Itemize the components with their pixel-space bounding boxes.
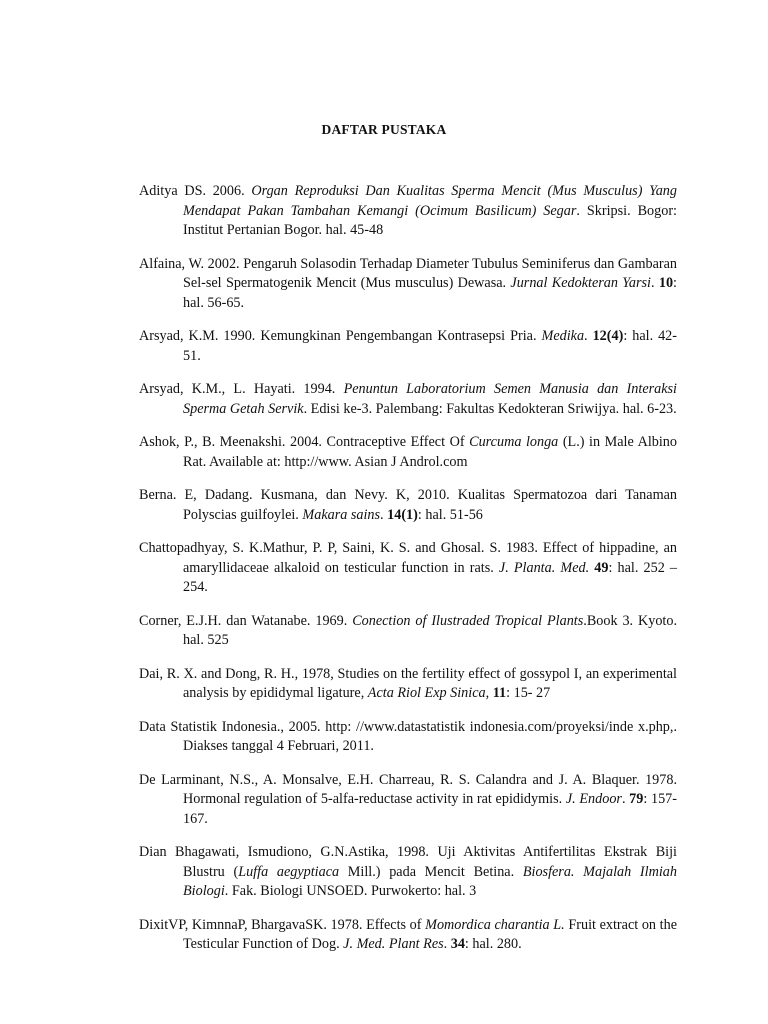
reference-text: Penuntun Laboratorium Semen Manusia dan Interaksi Sperma Getah Servik <box>183 381 677 417</box>
reference-text: : hal. 42-51. <box>183 328 678 364</box>
reference-entry <box>139 327 677 366</box>
reference-entry <box>139 380 677 419</box>
reference-text: 49 <box>594 559 609 576</box>
reference-text: Alfaina, W. 2002. Pengaruh Solasodin Terhadap Diameter Tubulus Seminiferus dan Gambaran Sel-sel Spermatogenik Mencit (Mus musculus) Dewasa. <box>139 255 677 291</box>
reference-entry <box>139 539 677 598</box>
reference-text: . <box>584 328 593 344</box>
reference-entry <box>139 433 677 472</box>
reference-text: (L.) in Male Albino Rat. Available at: http://www. Asian J Androl.com <box>183 434 677 470</box>
reference-text: Jurnal Kedokteran Yarsi <box>510 275 651 291</box>
reference-text: 79 <box>629 791 644 807</box>
reference-text: Corner, E.J.H. dan Watanabe. 1969. <box>139 612 353 629</box>
reference-text: : hal. 56-65. <box>183 275 677 311</box>
reference-text: Data Statistik Indonesia., 2005. http: //www.datastatistik indonesia.com/proyeksi/inde x.php,. Diakses tanggal 4 Februari, 2011. <box>139 718 677 754</box>
reference-text: Mill.) pada Mencit Betina. <box>339 863 523 880</box>
reference-text: Chattopadhyay, S. K.Mathur, P. P, Saini, K. S. and Ghosal. S. 1983. Effect of hippadine, an amaryllidaceae alkaloid on testicular function in rats. <box>139 540 677 576</box>
reference-text: Ashok, P., B. Meenakshi. 2004. Contraceptive Effect Of <box>139 434 470 450</box>
reference-text: Biosfera. Majalah Ilmiah Biologi <box>183 863 677 899</box>
reference-text: . Skripsi. Bogor: Institut Pertanian Bogor. hal. 45-48 <box>183 202 677 238</box>
reference-text: J. Planta. Med. <box>498 559 590 576</box>
reference-text: 10 <box>658 275 674 291</box>
reference-text: 14(1) <box>387 506 418 523</box>
reference-list <box>139 182 677 969</box>
reference-text: . <box>380 506 388 523</box>
reference-text: . Fak. Biologi UNSOED. Purwokerto: hal. 3 <box>224 883 477 899</box>
reference-text: 12(4) <box>592 328 624 344</box>
reference-text: Dian Bhagawati, Ismudiono, G.N.Astika, 1998. Uji Aktivitas Antifertilitas Ekstrak Biji Blustru ( <box>139 844 677 880</box>
reference-text: Momordica charantia L. <box>425 916 565 933</box>
reference-text: Berna. E, Dadang. Kusmana, dan Nevy. K, 2010. Kualitas Spermatozoa dari Tanaman Polyscias guilfoylei. <box>139 487 677 523</box>
reference-text: Conection of Ilustraded Tropical Plants <box>352 612 584 629</box>
reference-text: 11 <box>492 685 507 701</box>
reference-text: J. Endoor <box>565 791 622 807</box>
reference-text: : 157-167. <box>183 791 677 827</box>
reference-entry <box>139 255 677 314</box>
reference-text: .Book 3. Kyoto. hal. 525 <box>183 612 677 648</box>
reference-text: Acta Riol Exp Sinica <box>367 685 486 701</box>
reference-text: DixitVP, KimnnaP, BhargavaSK. 1978. Effects of <box>139 916 426 933</box>
reference-text: J. Med. Plant Res <box>343 936 444 952</box>
reference-text: Medika <box>541 328 585 344</box>
reference-text: Makara sains <box>302 506 381 523</box>
reference-text: Organ Reproduksi Dan Kualitas Sperma Mencit (Mus Musculus) Yang Mendapat Pakan Tambahan Kemangi (Ocimum Basilicum) Segar <box>183 183 677 219</box>
reference-entry <box>139 916 677 955</box>
reference-text: . <box>443 936 451 952</box>
reference-text: : hal. 280. <box>464 936 522 952</box>
page-title: DAFTAR PUSTAKA <box>321 122 447 137</box>
reference-entry <box>139 612 677 651</box>
reference-entry <box>139 182 677 241</box>
reference-text: . <box>621 791 630 807</box>
reference-text: Arsyad, K.M. 1990. Kemungkinan Pengembangan Kontrasepsi Pria. <box>139 328 542 344</box>
reference-text: : 15- 27 <box>506 685 551 701</box>
reference-text: Arsyad, K.M., L. Hayati. 1994. <box>139 381 344 397</box>
reference-text: Fruit extract on the Testicular Function of Dog. <box>183 916 677 952</box>
reference-entry <box>139 718 677 757</box>
reference-text: Aditya DS. 2006. <box>139 183 252 199</box>
reference-text: De Larminant, N.S., A. Monsalve, E.H. Charreau, R. S. Calandra and J. A. Blaquer. 1978. Hormonal regulation of 5-alfa-reductase activity in rat epididymis. <box>139 771 677 807</box>
reference-entry <box>139 771 677 830</box>
reference-text: , <box>485 685 493 701</box>
reference-text: : hal. 51-56 <box>417 506 483 523</box>
reference-entry <box>139 843 677 902</box>
reference-text: Dai, R. X. and Dong, R. H., 1978, Studies on the fertility effect of gossypol I, an experimental analysis by epididymal ligature, <box>139 665 677 701</box>
reference-text: Curcuma longa <box>469 434 559 450</box>
reference-text: . Edisi ke-3. Palembang: Fakultas Kedokteran Sriwijya. hal. 6-23. <box>303 400 677 417</box>
reference-text: Luffa aegyptiaca <box>238 863 340 880</box>
reference-entry <box>139 665 677 704</box>
reference-text: 34 <box>450 936 465 952</box>
reference-entry <box>139 486 677 525</box>
reference-text: : hal. 252 – 254. <box>183 559 678 595</box>
reference-text: . <box>650 275 659 291</box>
